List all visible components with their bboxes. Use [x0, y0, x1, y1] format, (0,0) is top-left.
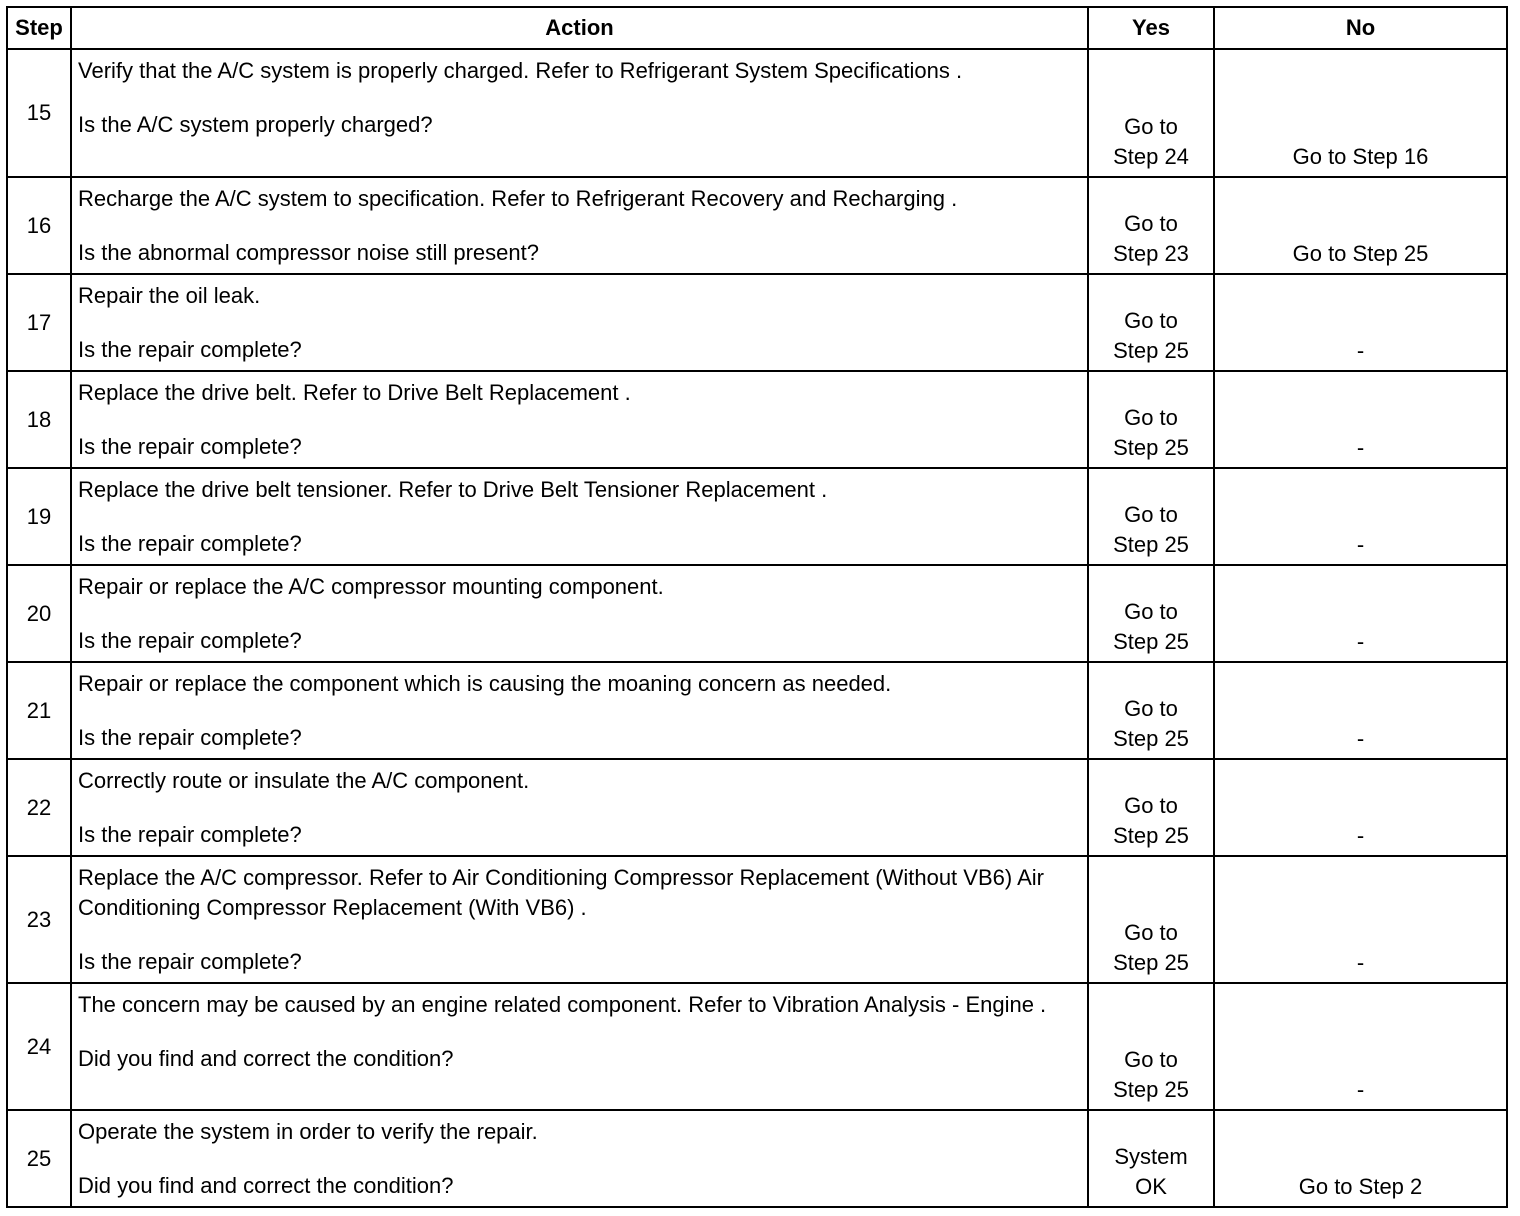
- step-number: 23: [7, 856, 71, 983]
- no-cell: Go to Step 25: [1214, 177, 1507, 274]
- no-cell: -: [1214, 565, 1507, 662]
- table-row: [7, 565, 1507, 662]
- yes-line-1: Go to: [1124, 1047, 1178, 1072]
- yes-line-2: Step 23: [1113, 241, 1189, 266]
- action-header: Action: [71, 7, 1088, 49]
- no-cell: -: [1214, 662, 1507, 759]
- table-row: [7, 1110, 1507, 1207]
- yes-line-1: Go to: [1124, 920, 1178, 945]
- yes-line-1: Go to: [1124, 599, 1178, 624]
- action-cell: [71, 565, 1088, 662]
- question-text: Is the repair complete?: [78, 531, 302, 556]
- step-header: Step: [7, 7, 71, 49]
- yes-line-1: Go to: [1124, 502, 1178, 527]
- no-cell: Go to Step 16: [1214, 49, 1507, 177]
- no-cell: -: [1214, 371, 1507, 468]
- no-cell: -: [1214, 468, 1507, 565]
- action-cell: [71, 662, 1088, 759]
- yes-line-1: Go to: [1124, 793, 1178, 818]
- question-text: Is the repair complete?: [78, 949, 302, 974]
- question-text: Is the repair complete?: [78, 725, 302, 750]
- instruction-text: Replace the drive belt. Refer to Drive Belt Replacement .: [78, 380, 631, 405]
- table-row: [7, 274, 1507, 371]
- no-cell: -: [1214, 274, 1507, 371]
- yes-line-2: Step 24: [1113, 144, 1189, 169]
- table-row: [7, 759, 1507, 856]
- step-number: 18: [7, 371, 71, 468]
- no-cell: -: [1214, 983, 1507, 1110]
- action-cell: [71, 983, 1088, 1110]
- yes-cell: [1088, 759, 1214, 856]
- instruction-text: Replace the drive belt tensioner. Refer to Drive Belt Tensioner Replacement .: [78, 477, 828, 502]
- table-row: [7, 49, 1507, 177]
- yes-line-2: Step 25: [1113, 338, 1189, 363]
- instruction-text: Recharge the A/C system to specification. Refer to Refrigerant Recovery and Recharging .: [78, 186, 958, 211]
- no-cell: -: [1214, 856, 1507, 983]
- question-text: Did you find and correct the condition?: [78, 1046, 454, 1071]
- table-row: [7, 662, 1507, 759]
- yes-cell: [1088, 565, 1214, 662]
- step-number: 21: [7, 662, 71, 759]
- yes-line-1: System: [1114, 1144, 1188, 1169]
- yes-cell: [1088, 371, 1214, 468]
- question-text: Is the A/C system properly charged?: [78, 112, 433, 137]
- yes-line-2: Step 25: [1113, 950, 1189, 975]
- yes-cell: [1088, 983, 1214, 1110]
- table-row: [7, 983, 1507, 1110]
- no-header: No: [1214, 7, 1507, 49]
- question-text: Is the repair complete?: [78, 434, 302, 459]
- instruction-text: Replace the A/C compressor. Refer to Air Conditioning Compressor Replacement (Without VB6) Air Conditioning Compressor Replacement (With VB6) .: [78, 865, 1044, 920]
- no-cell: -: [1214, 759, 1507, 856]
- yes-cell: [1088, 177, 1214, 274]
- action-cell: [71, 371, 1088, 468]
- step-number: 19: [7, 468, 71, 565]
- question-text: Is the repair complete?: [78, 628, 302, 653]
- instruction-text: Verify that the A/C system is properly charged. Refer to Refrigerant System Specifications .: [78, 58, 963, 83]
- yes-line-2: OK: [1135, 1174, 1167, 1199]
- question-text: Is the repair complete?: [78, 822, 302, 847]
- table-row: [7, 468, 1507, 565]
- instruction-text: Repair or replace the A/C compressor mounting component.: [78, 574, 664, 599]
- diagnostic-table: [6, 6, 1508, 1208]
- yes-line-2: Step 25: [1113, 435, 1189, 460]
- action-cell: [71, 177, 1088, 274]
- yes-line-2: Step 25: [1113, 532, 1189, 557]
- action-cell: [71, 49, 1088, 177]
- step-number: 25: [7, 1110, 71, 1207]
- action-cell: [71, 856, 1088, 983]
- question-text: Is the abnormal compressor noise still present?: [78, 240, 539, 265]
- yes-line-1: Go to: [1124, 211, 1178, 236]
- step-number: 20: [7, 565, 71, 662]
- yes-cell: [1088, 662, 1214, 759]
- table-row: [7, 371, 1507, 468]
- action-cell: [71, 468, 1088, 565]
- yes-line-1: Go to: [1124, 696, 1178, 721]
- action-cell: [71, 759, 1088, 856]
- yes-cell: [1088, 274, 1214, 371]
- yes-line-1: Go to: [1124, 114, 1178, 139]
- yes-line-1: Go to: [1124, 308, 1178, 333]
- yes-line-2: Step 25: [1113, 1077, 1189, 1102]
- yes-cell: [1088, 856, 1214, 983]
- question-text: Did you find and correct the condition?: [78, 1173, 454, 1198]
- action-cell: [71, 274, 1088, 371]
- step-number: 24: [7, 983, 71, 1110]
- action-cell: [71, 1110, 1088, 1207]
- question-text: Is the repair complete?: [78, 337, 302, 362]
- instruction-text: Correctly route or insulate the A/C component.: [78, 768, 530, 793]
- no-cell: Go to Step 2: [1214, 1110, 1507, 1207]
- yes-line-2: Step 25: [1113, 726, 1189, 751]
- yes-header: Yes: [1088, 7, 1214, 49]
- step-number: 16: [7, 177, 71, 274]
- header-row: [7, 7, 1507, 49]
- yes-cell: [1088, 49, 1214, 177]
- table-row: [7, 856, 1507, 983]
- yes-line-2: Step 25: [1113, 823, 1189, 848]
- instruction-text: Repair the oil leak.: [78, 283, 261, 308]
- step-number: 17: [7, 274, 71, 371]
- instruction-text: The concern may be caused by an engine related component. Refer to Vibration Analysis - Engine .: [78, 992, 1047, 1017]
- yes-cell: [1088, 1110, 1214, 1207]
- yes-cell: [1088, 468, 1214, 565]
- yes-line-1: Go to: [1124, 405, 1178, 430]
- step-number: 22: [7, 759, 71, 856]
- table-row: [7, 177, 1507, 274]
- step-number: 15: [7, 49, 71, 177]
- instruction-text: Operate the system in order to verify the repair.: [78, 1119, 538, 1144]
- yes-line-2: Step 25: [1113, 629, 1189, 654]
- instruction-text: Repair or replace the component which is causing the moaning concern as needed.: [78, 671, 892, 696]
